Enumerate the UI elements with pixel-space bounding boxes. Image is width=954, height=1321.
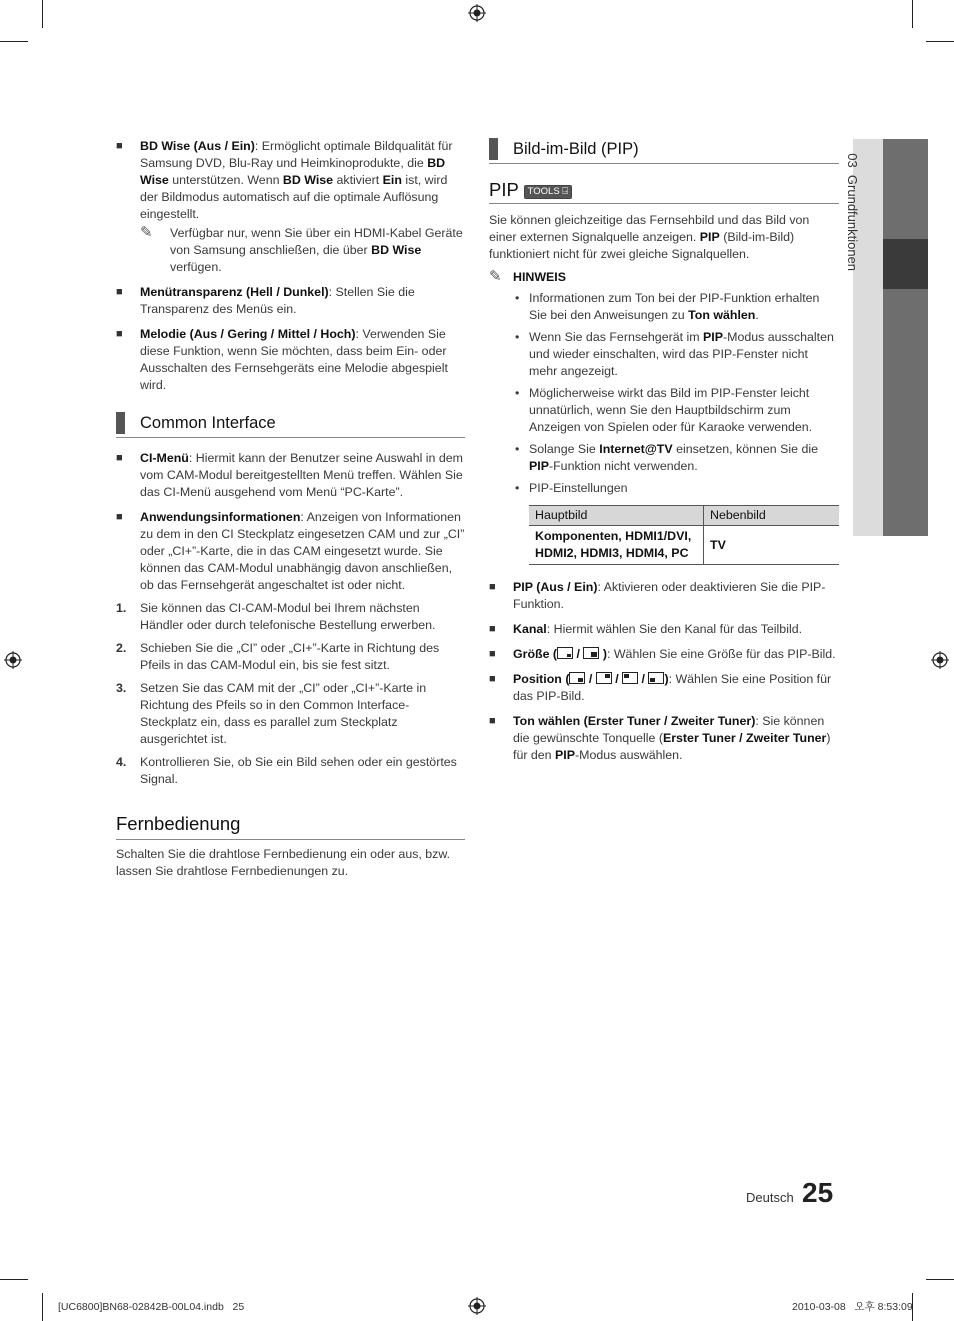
bullet-square-icon: ■ <box>116 140 123 152</box>
list-item: • Informationen zum Ton bei der PIP-Funktion erhalten Sie bei den Anweisungen zu Ton wählen. <box>515 291 820 322</box>
pencil-icon: ✎ <box>489 268 502 285</box>
pip-title: PIP TOOLS ⍈ <box>489 178 839 204</box>
list-item: ■ Kanal: Hiermit wählen Sie den Kanal für das Teilbild. <box>489 622 803 636</box>
paragraph: Schalten Sie die drahtlose Fernbedienung ein oder aus, bzw. lassen Sie drahtlose Fernbedienungen zu. <box>116 847 451 878</box>
section-heading: Bild-im-Bild (PIP) <box>489 138 839 164</box>
numbered-step: 2. Schieben Sie die „CI” oder „CI+”-Karte in Richtung des Pfeils in das CAM-Modul ein, bis sie fest sitzt. <box>116 641 440 672</box>
registration-mark-icon <box>931 651 949 669</box>
numbered-step: 4. Kontrollieren Sie, ob Sie ein Bild sehen oder ein gestörtes Signal. <box>116 755 457 786</box>
crop-mark <box>926 41 954 42</box>
bullet-square-icon: ■ <box>489 715 496 727</box>
pip-size-large-icon <box>583 647 599 659</box>
bullet-square-icon: ■ <box>489 648 496 660</box>
term: BD Wise (Aus / Ein) <box>140 139 255 153</box>
numbered-step: 3. Setzen Sie das CAM mit der „CI” oder „CI+”-Karte in Richtung des Pfeils so in den Common Interface-Steckplatz ein, dass es parallel zum Steckplatz ausgerichtet ist. <box>116 681 427 746</box>
print-date-info: 2010-03-08 오후 8:53:09 <box>792 1301 913 1313</box>
crop-mark <box>926 1279 954 1280</box>
list-item: ■ Position ( / / / ): Wählen Sie eine Position für das PIP-Bild. <box>489 672 832 703</box>
pip-position-top-right-icon <box>596 672 612 684</box>
list-item: ■ Ton wählen (Erster Tuner / Zweiter Tuner): Sie können die gewünschte Tonquelle (Erster Tuner / Zweiter Tuner) für den PIP-Modus auswählen. <box>489 714 831 762</box>
footer-language: Deutsch <box>746 1190 794 1205</box>
list-item: ■ Melodie (Aus / Gering / Mittel / Hoch): Verwenden Sie diese Funktion, wenn Sie möchten, dass beim Ein- oder Ausschalten des Fernsehgeräts eine Melodie abgespielt wird. <box>116 327 448 392</box>
page-number: 25 <box>802 1177 834 1208</box>
bullet-square-icon: ■ <box>116 452 123 464</box>
list-item: ■ Menütransparenz (Hell / Dunkel): Stellen Sie die Transparenz des Menüs ein. <box>116 285 415 316</box>
note: ✎ Verfügbar nur, wenn Sie über ein HDMI-Kabel Geräte von Samsung anschließen, die über BD Wise verfügen. <box>140 224 463 274</box>
chapter-label: 03 Grundfunktionen <box>845 153 860 272</box>
right-column <box>489 138 839 770</box>
chapter-tab-active <box>883 239 928 289</box>
tools-icon: ⍈ <box>562 186 568 197</box>
registration-mark-icon <box>468 4 486 22</box>
crop-mark <box>0 1279 28 1280</box>
table-header: Nebenbild <box>704 506 840 526</box>
pip-size-small-icon <box>557 647 573 659</box>
crop-mark <box>42 1293 43 1321</box>
list-item: • Solange Sie Internet@TV einsetzen, können Sie die PIP-Funktion nicht verwenden. <box>515 442 818 473</box>
list-item: ■ BD Wise (Aus / Ein): Ermöglicht optimale Bildqualität für Samsung DVD, Blu-Ray und Heimkinoprodukte, die BD Wise unterstützen. Wenn BD Wise aktiviert Ein ist, wird der Bildmodus automatisch auf die optimale Auflösung eingestellt. ✎ Verfügbar nur, wenn Sie über ein HDMI-Kabel Geräte von Samsung anschließen, die über BD Wise verfügen. <box>116 138 465 276</box>
pip-position-bottom-right-icon <box>569 672 585 684</box>
crop-mark <box>42 0 43 28</box>
section-heading: Common Interface <box>116 412 465 438</box>
bullet-square-icon: ■ <box>489 673 496 685</box>
pencil-icon: ✎ <box>140 224 153 241</box>
crop-mark <box>0 41 28 42</box>
bullet-square-icon: ■ <box>489 623 496 635</box>
list-item: ■ PIP (Aus / Ein): Aktivieren oder deaktivieren Sie die PIP-Funktion. <box>489 580 826 611</box>
bullet-square-icon: ■ <box>116 286 123 298</box>
paragraph: Sie können gleichzeitige das Fernsehbild und das Bild von einer externen Signalquelle anzeigen. PIP (Bild-im-Bild) funktioniert nicht für zwei gleiche Signalquellen. <box>489 213 810 261</box>
registration-mark-icon <box>468 1297 486 1315</box>
bullet-square-icon: ■ <box>116 511 123 523</box>
registration-mark-icon <box>4 651 22 669</box>
tools-badge: TOOLS ⍈ <box>524 185 572 199</box>
table-header: Hauptbild <box>529 506 704 526</box>
list-item: • Möglicherweise wirkt das Bild im PIP-Fenster leicht unnatürlich, wenn Sie den Hauptbildschirm zum Anzeigen von Spielen oder für Karaoke verwenden. <box>515 386 813 434</box>
section-heading: Fernbedienung <box>116 812 465 840</box>
note-heading: ✎ HINWEIS <box>489 268 567 285</box>
pip-settings-table <box>529 505 839 565</box>
pip-position-bottom-left-icon <box>648 672 664 684</box>
pip-position-top-left-icon <box>622 672 638 684</box>
crop-mark <box>912 0 913 28</box>
list-item: • PIP-Einstellungen <box>515 481 628 495</box>
list-item: ■ Größe ( / ): Wählen Sie eine Größe für das PIP-Bild. <box>489 647 836 661</box>
left-column <box>116 138 465 880</box>
bullet-square-icon: ■ <box>489 581 496 593</box>
chapter-tab-dark <box>883 139 928 536</box>
table-cell: TV <box>704 526 840 565</box>
list-item: • Wenn Sie das Fernsehgerät im PIP-Modus ausschalten und wieder einschalten, wird das PIP-Fenster nicht mehr angezeigt. <box>515 330 834 378</box>
list-item: ■ CI-Menü: Hiermit kann der Benutzer seine Auswahl in dem vom CAM-Modul bereitgestellten Menü treffen. Wählen Sie das CI-Menü ausgehend vom Menü “PC-Karte”. <box>116 451 463 499</box>
table-cell: Komponenten, HDMI1/DVI, HDMI2, HDMI3, HDMI4, PC <box>529 526 704 565</box>
list-item: ■ Anwendungsinformationen: Anzeigen von Informationen zu dem in den CI Steckplatz eingesetzen CAM und zur „CI” oder „CI+”-Karte, die in das CAM eingesetzt wurde. Sie können das CAM-Modul unabhängig davon anschließen, ob das Fernsehgerät angeschaltet ist oder nicht. <box>116 510 465 592</box>
bullet-square-icon: ■ <box>116 328 123 340</box>
numbered-step: 1. Sie können das CI-CAM-Modul bei Ihrem nächsten Händler oder durch telefonische Bestellung erwerben. <box>116 601 436 632</box>
print-file-info: [UC6800]BN68-02842B-00L04.indb 25 <box>58 1301 245 1313</box>
